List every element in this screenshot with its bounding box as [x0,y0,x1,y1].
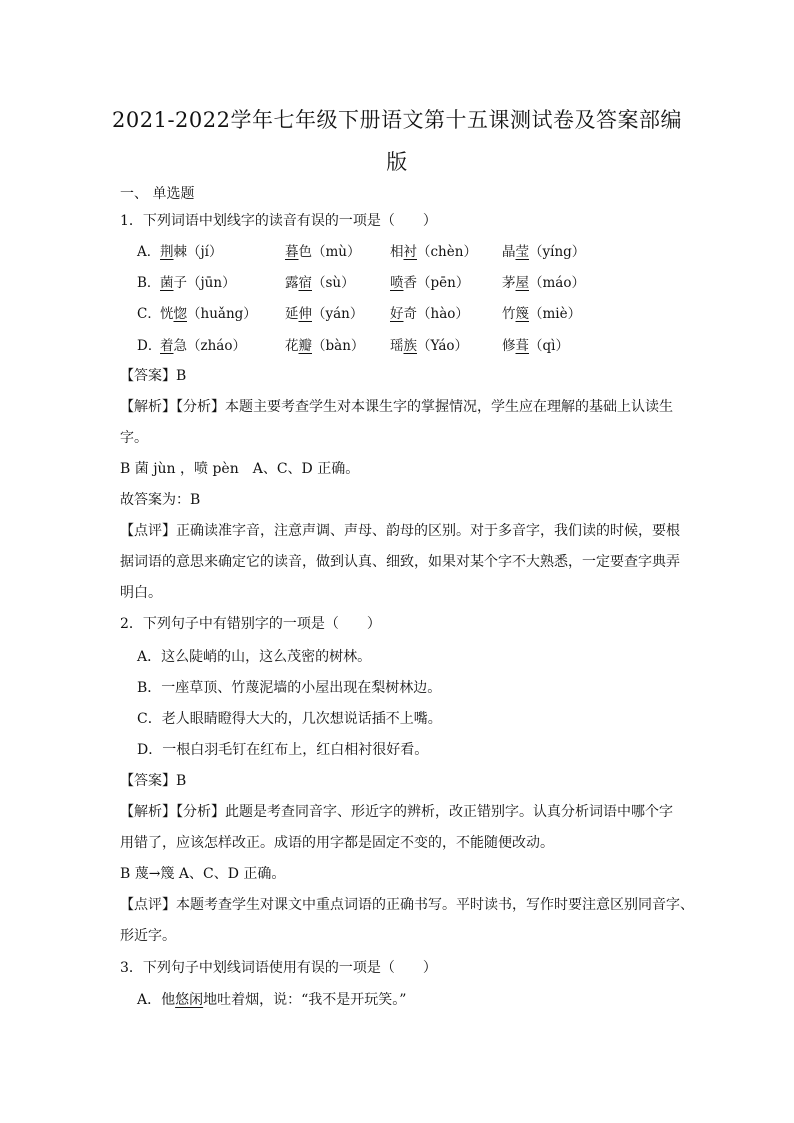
q1-option-item: 晶莹（yíng） [502,244,586,260]
q1-comment-line: 【点评】正确读准字音，注意声调、声母、韵母的区别。对于多音字，我们读的时候，要根 [120,523,680,539]
q1-option-item: 好奇（hào） [390,306,469,322]
q2-option-c: C．老人眼睛瞪得大大的，几次想说话插不上嘴。 [137,711,442,727]
q1-option-item: 茅屋（máo） [502,275,585,291]
doc-title-line2: 版 [386,150,408,174]
q1-option-item: 修葺（qì） [502,338,569,354]
q1-option-label: A． [137,244,161,260]
q1-option-item: 喷香（pēn） [390,275,470,291]
q2-option-a: A．这么陡峭的山，这么茂密的树林。 [137,649,372,665]
q1-analysis-line: 【解析】【分析】本题主要考查学生对本课生字的掌握情况，学生应在理解的基础上认读生 [120,399,673,415]
q1-option-item: 相衬（chèn） [390,244,477,260]
q1-option-item: 菌子（jūn） [160,275,236,291]
q1-analysis-line: 故答案为：B [120,492,201,508]
q1-option-label: B． [137,275,161,291]
q1-option-item: 延伸（yán） [285,306,364,322]
q1-option-item: 恍惚（huǎng） [160,306,257,322]
q2-comment-line: 形近字。 [120,928,176,944]
q1-option-label: C． [137,306,161,322]
q1-option-item: 荆棘（jí） [160,244,223,260]
q1-analysis-line: B 菌 jùn ，喷 pèn A、C、D 正确。 [120,461,360,477]
doc-title-line1: 2021-2022学年七年级下册语文第十五课测试卷及答案部编 [112,108,682,132]
q1-comment-line: 据词语的意思来确定它的读音，做到认真、细致，如果对某个字不大熟悉，一定要查字典弄 [120,554,680,570]
q1-option-label: D． [137,338,162,354]
section-heading: 一、 单选题 [120,186,195,202]
q2-answer: 【答案】B [120,773,187,789]
q1-option-item: 瑶族（Yáo） [390,338,469,354]
q1-answer: 【答案】B [120,368,187,384]
q1-stem: 1．下列词语中划线字的读音有误的一项是（ ） [120,213,437,229]
q1-option-item: 花瓣（bàn） [285,338,365,354]
q1-option-item: 露宿（sù） [285,275,355,291]
q1-option-item: 竹篾（miè） [502,306,582,322]
q2-option-b: B．一座草顶、竹蔑泥墙的小屋出现在梨树林边。 [137,680,442,696]
q3-stem: 3．下列句子中划线词语使用有误的一项是（ ） [120,960,437,976]
q2-analysis-line: B 蔑→篾 A、C、D 正确。 [120,866,286,882]
q3-option-a: A．他悠闲地吐着烟，说：“我不是开玩笑。” [137,992,407,1008]
q1-comment-line: 明白。 [120,585,162,601]
q2-comment-line: 【点评】本题考查学生对课文中重点词语的正确书写。平时读书，写作时要注意区别同音字、 [120,897,694,913]
q1-option-item: 暮色（mù） [285,244,361,260]
q1-option-item: 着急（zháo） [160,338,246,354]
q1-analysis-line: 字。 [120,430,148,446]
q2-option-d: D．一根白羽毛钉在红布上，红白相衬很好看。 [137,742,429,758]
q2-analysis-line: 用错了，应该怎样改正。成语的用字都是固定不变的，不能随便改动。 [120,835,554,851]
q2-stem: 2．下列句子中有错别字的一项是（ ） [120,616,381,632]
q2-analysis-line: 【解析】【分析】此题是考查同音字、形近字的辨析，改正错别字。认真分析词语中哪个字 [120,804,673,820]
